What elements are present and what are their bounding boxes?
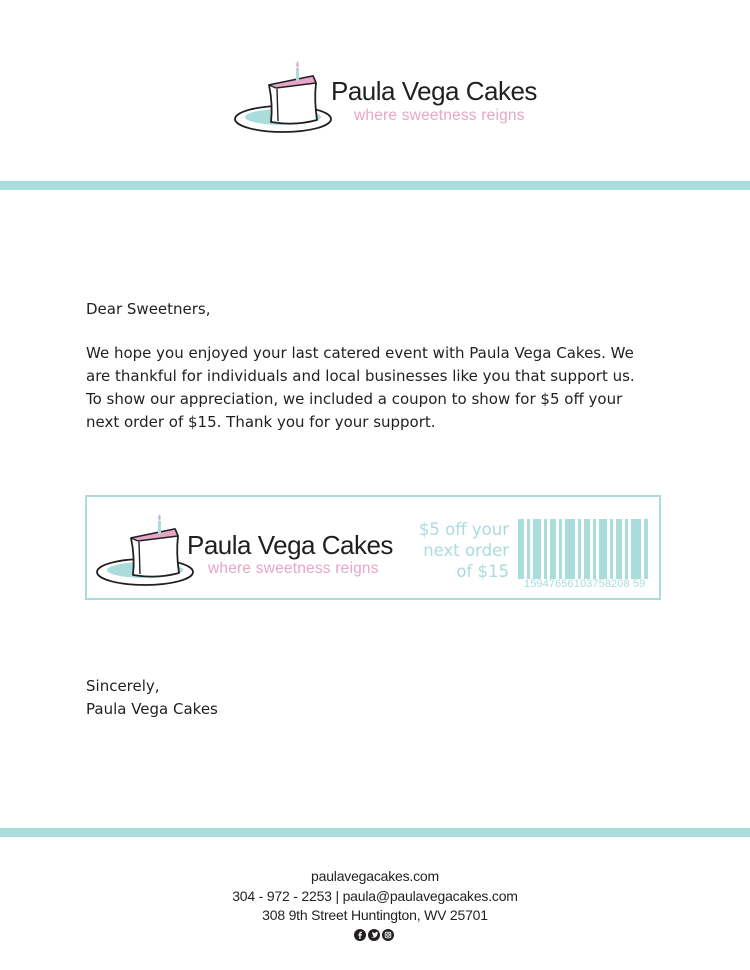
footer-contact: 304 - 972 - 2253 | paula@paulavegacakes.com (232, 888, 518, 904)
letter-line: next order of $15. Thank you for your support. (86, 413, 436, 431)
coupon (85, 495, 661, 600)
instagram-icon[interactable] (382, 926, 394, 938)
header-logo (233, 60, 537, 136)
facebook-icon[interactable] (354, 926, 366, 938)
cake-slice-icon (95, 513, 195, 589)
signature: Paula Vega Cakes (86, 700, 218, 718)
footer-website[interactable]: paulavegacakes.com (311, 868, 439, 884)
coupon-offer-line: next order (423, 541, 509, 560)
coupon-offer-line: of $15 (456, 562, 509, 581)
closing: Sincerely, (86, 677, 160, 695)
letter-line: are thankful for individuals and local businesses like you that support us. (86, 367, 635, 385)
cake-slice-icon (233, 60, 333, 136)
letter-body (86, 342, 686, 434)
letter-line: We hope you enjoyed your last catered event with Paula Vega Cakes. We (86, 344, 634, 362)
barcode-number: 15947656103758208 59 (524, 578, 646, 590)
coupon-brand-name: Paula Vega Cakes (187, 530, 393, 560)
letter-line: To show our appreciation, we included a coupon to show for $5 off your (86, 390, 623, 408)
bottom-divider (0, 828, 750, 837)
footer-address: 308 9th Street Huntington, WV 25701 (262, 907, 488, 923)
greeting: Dear Sweetners, (86, 300, 211, 318)
coupon-offer (419, 519, 509, 582)
brand-tagline: where sweetness reigns (354, 107, 525, 124)
coupon-offer-line: $5 off your (418, 520, 509, 539)
social-links (354, 926, 394, 938)
brand-name: Paula Vega Cakes (331, 76, 537, 106)
top-divider (0, 181, 750, 190)
barcode (517, 519, 657, 579)
twitter-icon[interactable] (368, 926, 380, 938)
coupon-brand-tagline: where sweetness reigns (208, 560, 379, 577)
letter-closing (86, 675, 218, 721)
